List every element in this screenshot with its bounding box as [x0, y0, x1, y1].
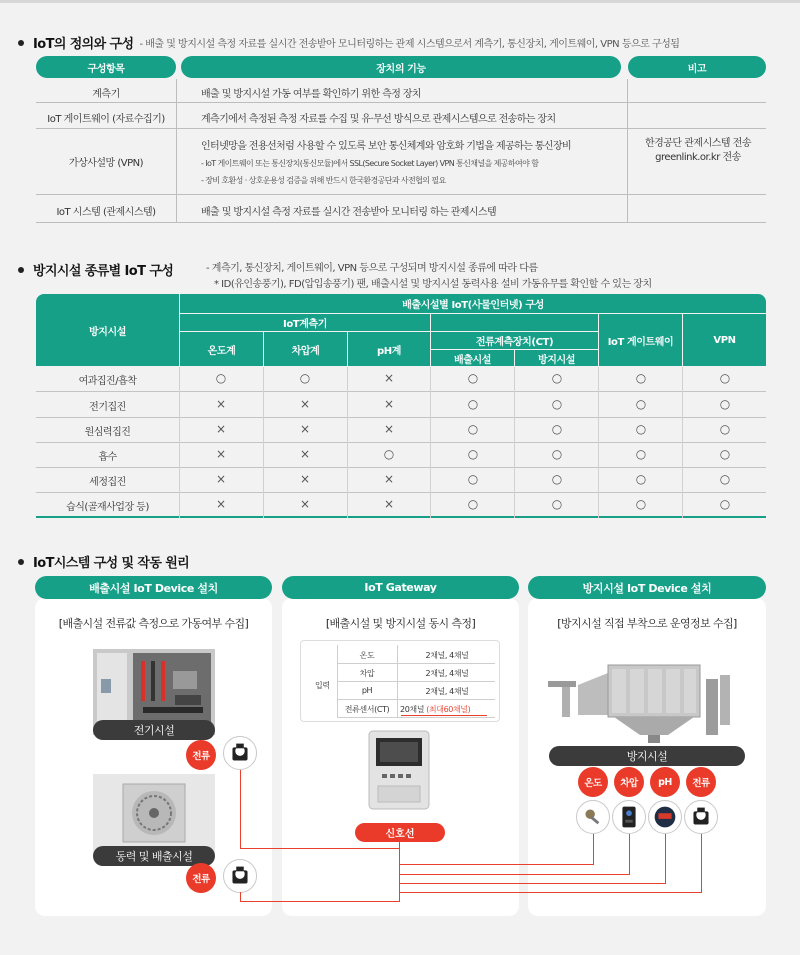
current-badge: 전류	[186, 740, 216, 770]
mark-vpn: ○	[719, 497, 731, 511]
highlight-underline	[401, 715, 487, 716]
mark-ct-emit: ○	[467, 447, 479, 461]
mark-press: ×	[299, 497, 311, 511]
mark-ph: ×	[383, 397, 395, 411]
bullet-icon	[18, 267, 24, 273]
input-key: 온도	[359, 651, 375, 660]
section3-heading	[18, 552, 189, 571]
ct-channels-max: (최대60채널)	[426, 705, 471, 714]
gateway-input-table	[300, 640, 500, 722]
panel-emission-title: 배출시설 IoT Device 설치	[35, 576, 272, 599]
section2-title: 방지시설 종류별 IoT 구성	[33, 264, 174, 279]
row-item: IoT 게이트웨이 (자료수집기)	[47, 114, 165, 125]
mark-ct-emit: ○	[467, 472, 479, 486]
table-row	[36, 493, 766, 518]
remark-line: 한경공단 관제시스템 전송	[644, 138, 752, 149]
header-emit: 배출시설	[431, 350, 514, 366]
section1-title: IoT의 정의와 구성	[33, 37, 134, 52]
panel-gateway-title: IoT Gateway	[282, 576, 519, 599]
remark-line: greenlink.or.kr 전송	[655, 152, 741, 163]
mark-ct-prev: ○	[551, 371, 563, 385]
header-function: 장치의 기능	[181, 56, 621, 78]
row-desc: 배출 및 방지시설 측정 자료를 실시간 전송받아 모니터링 하는 관제시스템	[201, 207, 497, 218]
mark-gateway: ○	[635, 397, 647, 411]
column-divider	[682, 367, 683, 518]
input-key: pH	[361, 686, 373, 695]
prevention-facility-label: 방지시설	[549, 746, 745, 766]
remark-text	[630, 137, 766, 165]
ct-sensor-icon	[223, 859, 257, 893]
signal-wire	[399, 864, 593, 865]
input-key: 전류센서(CT)	[344, 705, 390, 714]
panel-prevention-desc: [방지시설 직접 부착으로 운영정보 수집]	[557, 617, 737, 630]
column-divider	[347, 367, 348, 518]
mark-ph: ×	[383, 472, 395, 486]
signal-wire	[240, 901, 400, 902]
header-component: 구성항목	[36, 56, 176, 78]
ct-sensor-icon	[223, 736, 257, 770]
row-desc: 계측기에서 측정된 측정 자료를 수집 및 유·무선 방식으로 관제시스템으로 전송하는 장치	[201, 114, 556, 125]
section2-note: - 계측기, 통신장치, 게이트웨이, VPN 등으로 구성되며 방지시설 종류에 따라 다름	[206, 263, 538, 274]
row-subnote: - 장비 호환성 · 상호운용성 검증을 위해 반드시 한국환경공단과 사전협의 필요	[201, 176, 446, 185]
top-divider	[0, 0, 800, 3]
ph-meter-icon	[648, 800, 682, 834]
signal-wire	[593, 834, 594, 865]
ct-channels: 20채널	[400, 705, 425, 714]
table-row	[36, 79, 766, 103]
signal-wire	[399, 842, 400, 902]
sensor-badge-temp: 온도	[578, 767, 608, 797]
bullet-icon	[18, 559, 24, 565]
mark-ct-emit: ○	[467, 422, 479, 436]
mark-press: ×	[299, 397, 311, 411]
facility-name: 세정집진	[89, 477, 126, 488]
table-row	[36, 418, 766, 443]
signal-wire	[240, 770, 241, 849]
header-meter: IoT계측기	[180, 314, 430, 331]
section1-subtitle: - 배출 및 방지시설 측정 자료를 실시간 전송받아 모니터링하는 관제 시스템으로서 계측기, 통신장치, 게이트웨이, VPN 등으로 구성됨	[139, 39, 680, 50]
sensor-badge-pressure: 차압	[614, 767, 644, 797]
table-divider	[337, 699, 495, 700]
facility-name: 흡수	[98, 452, 117, 463]
input-value: 2채널, 4채널	[425, 687, 469, 696]
table-row	[36, 195, 766, 223]
header-vpn: VPN	[683, 314, 766, 366]
table-divider	[337, 681, 495, 682]
power-emission-label: 동력 및 배출시설	[93, 846, 215, 866]
panel-gateway-desc: [배출시설 및 방지시설 동시 측정]	[325, 617, 476, 630]
input-label: 입력	[315, 681, 330, 690]
column-divider	[430, 367, 431, 518]
mark-temp: ○	[215, 371, 227, 385]
panel-prevention-title: 방지시설 IoT Device 설치	[528, 576, 766, 599]
header-facility: 방지시설	[36, 294, 179, 366]
mark-ph: ×	[383, 422, 395, 436]
table-row	[36, 468, 766, 493]
pressure-gauge-icon	[612, 800, 646, 834]
facility-name: 여과집진/흡착	[78, 376, 137, 387]
signal-wire	[399, 892, 701, 893]
column-divider	[179, 367, 180, 518]
mark-ct-emit: ○	[467, 371, 479, 385]
header-group: 배출시설별 IoT(사물인터넷) 구성	[180, 294, 766, 313]
signal-wire	[240, 848, 400, 849]
header-gateway: IoT 게이트웨이	[599, 314, 682, 366]
input-value	[400, 704, 470, 715]
mark-vpn: ○	[719, 371, 731, 385]
mark-ct-prev: ○	[551, 472, 563, 486]
column-divider	[598, 367, 599, 518]
mark-gateway: ○	[635, 371, 647, 385]
signal-wire	[665, 834, 666, 884]
mark-temp: ×	[215, 397, 227, 411]
row-item: 계측기	[92, 89, 120, 100]
table-row	[36, 443, 766, 468]
section3-title: IoT시스템 구성 및 작동 원리	[33, 556, 190, 571]
mark-ph: ×	[383, 371, 395, 385]
table-divider	[337, 717, 495, 718]
row-item: 가상사설망 (VPN)	[68, 158, 144, 169]
mark-ph: ○	[383, 447, 395, 461]
mark-vpn: ○	[719, 472, 731, 486]
mark-ct-prev: ○	[551, 497, 563, 511]
input-key: 차압	[359, 669, 375, 678]
mark-temp: ×	[215, 497, 227, 511]
mark-gateway: ○	[635, 472, 647, 486]
mark-vpn: ○	[719, 422, 731, 436]
header-ph: pH계	[348, 332, 430, 366]
electrical-facility-label: 전기시설	[93, 720, 215, 740]
sensor-badge-current: 전류	[686, 767, 716, 797]
column-divider	[263, 367, 264, 518]
facility-name: 원심력집진	[84, 427, 131, 438]
row-subnote: - IoT 게이트웨이 또는 통신장치(통신모듈)에서 SSL(Secure Socket Layer) VPN 통신채널을 제공하여야 함	[201, 159, 539, 168]
sensor-badge-ph: pH	[650, 767, 680, 797]
current-badge: 전류	[186, 863, 216, 893]
signal-wire	[629, 834, 630, 875]
facility-name: 습식(골재사업장 등)	[66, 502, 149, 513]
mark-ct-emit: ○	[467, 497, 479, 511]
table-row	[36, 393, 766, 418]
mark-press: ×	[299, 472, 311, 486]
table-divider	[337, 663, 495, 664]
signal-wire	[701, 834, 702, 893]
column-divider	[514, 367, 515, 518]
signal-wire	[399, 883, 665, 884]
mark-gateway: ○	[635, 422, 647, 436]
prevention-facility-image	[548, 655, 738, 745]
header-temp: 온도계	[180, 332, 263, 366]
bullet-icon	[18, 40, 24, 46]
panel-emission-desc: [배출시설 전류값 측정으로 가동여부 수집]	[58, 617, 249, 630]
mark-temp: ×	[215, 422, 227, 436]
mark-vpn: ○	[719, 397, 731, 411]
mark-press: ×	[299, 422, 311, 436]
mark-ct-prev: ○	[551, 422, 563, 436]
mark-ct-prev: ○	[551, 447, 563, 461]
section2-footnote: * ID(유인송풍기), FD(압입송풍기) 팬, 배출시설 및 방지시설 동력사용 설비 가동유무를 확인할 수 있는 장치	[214, 279, 652, 290]
mark-ct-emit: ○	[467, 397, 479, 411]
row-desc: 배출 및 방지시설 가동 여부를 확인하기 위한 측정 장치	[201, 89, 421, 100]
row-desc: 인터넷망을 전용선처럼 사용할 수 있도록 보안 통신체계와 암호화 기법을 제공하는 통신장비	[201, 141, 572, 152]
facility-name: 전기집진	[89, 402, 126, 413]
input-value: 2채널, 4채널	[425, 669, 469, 678]
mark-ct-prev: ○	[551, 397, 563, 411]
mark-press: ×	[299, 447, 311, 461]
row-item: IoT 시스템 (관제시스템)	[56, 207, 156, 218]
power-emission-facility-image	[93, 774, 215, 854]
mark-temp: ×	[215, 447, 227, 461]
signal-wire	[399, 874, 629, 875]
section2-heading	[18, 260, 173, 279]
mark-ph: ×	[383, 497, 395, 511]
mark-vpn: ○	[719, 447, 731, 461]
header-ct: 전류계측장치(CT)	[431, 332, 598, 349]
input-value: 2채널, 4채널	[425, 651, 469, 660]
mark-gateway: ○	[635, 447, 647, 461]
section1-heading	[18, 33, 679, 52]
mark-temp: ×	[215, 472, 227, 486]
header-press: 차압계	[264, 332, 347, 366]
gateway-device-image	[368, 730, 430, 810]
ct-sensor-icon	[684, 800, 718, 834]
header-remark: 비고	[628, 56, 766, 78]
header-meter-right	[431, 314, 598, 331]
thermometer-sensor-icon	[576, 800, 610, 834]
header-prev: 방지시설	[515, 350, 598, 366]
table-row	[36, 103, 766, 129]
mark-press: ○	[299, 371, 311, 385]
signal-line-label: 신호선	[355, 823, 445, 842]
column-divider	[176, 79, 177, 223]
table-row	[36, 367, 766, 392]
mark-gateway: ○	[635, 497, 647, 511]
column-divider	[627, 79, 628, 223]
